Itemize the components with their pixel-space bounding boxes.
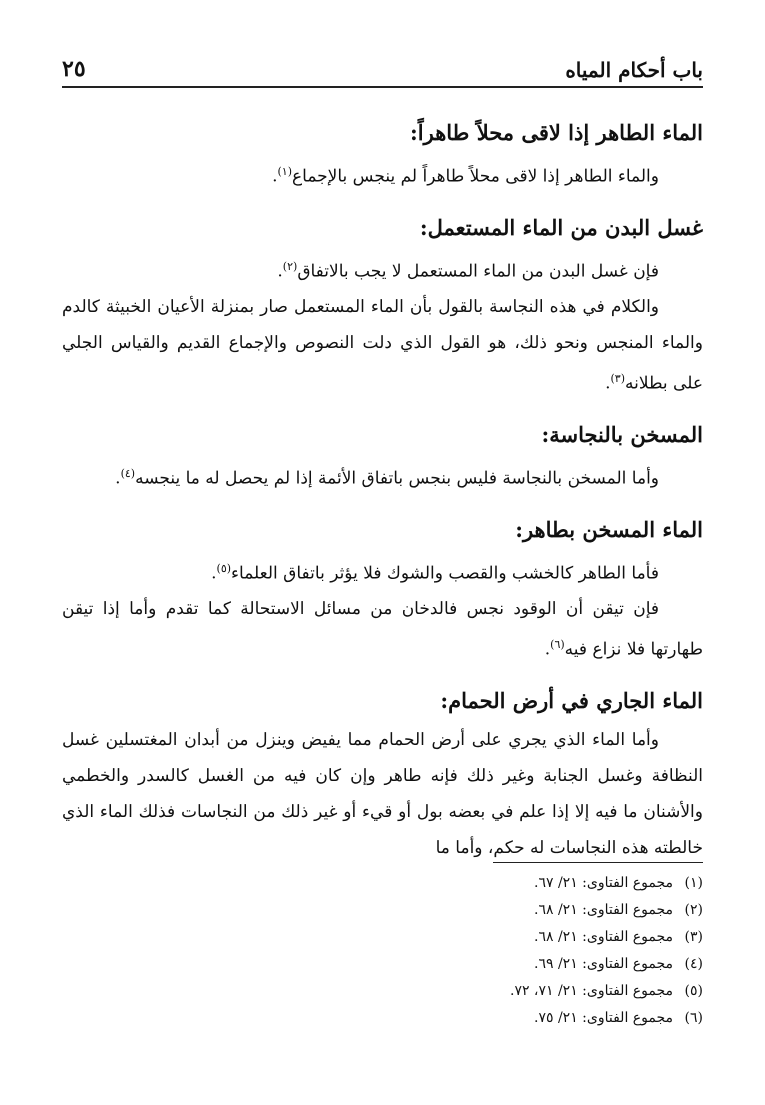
footnote-marker: (٤) (120, 466, 136, 480)
section-title: غسل البدن من الماء المستعمل: (419, 214, 703, 240)
paragraph: فإن غسل البدن من الماء المستعمل لا يجب بالاتفاق$^{(٢)}$. (277, 259, 659, 282)
footnote: (٦)مجموع الفتاوى: ٢١/ ٧٥. (534, 1010, 703, 1026)
footnote-divider (493, 862, 703, 863)
section (62, 420, 703, 497)
page-number: ٢٥ (62, 56, 86, 82)
footnote: (٤)مجموع الفتاوى: ٢١/ ٦٩. (534, 956, 703, 972)
header-divider (62, 86, 703, 88)
footnote-marker: (٢) (282, 259, 298, 273)
section-title: الماء الجاري في أرض الحمام: (440, 687, 703, 713)
paragraph: وأما الماء الذي يجري على أرض الحمام مما يفيض وينزل من أبدان المغتسلين غسل النظافة وغسل الجنابة وغير ذلك فإنه طاهر وإن كان فيه من الغسل كالسدر والخطمي والأشنان ما فيه إلا إذا علم في بعضه بول أو قيء أو غير ذلك من النجاسات فذلك الماء الذي خالطته هذه النجاسات له حكم، وأما ما (62, 729, 703, 858)
section (62, 686, 703, 866)
footnote-marker: (٣) (610, 372, 625, 386)
section (62, 118, 703, 195)
paragraph: وأما المسخن بالنجاسة فليس بنجس باتفاق الأئمة إذا لم يحصل له ما ينجسه$^{(٤)}$. (115, 466, 659, 489)
footnote-marker: (٦) (550, 638, 565, 652)
footnote: (٣)مجموع الفتاوى: ٢١/ ٦٨. (534, 929, 703, 945)
section (62, 515, 703, 668)
running-header (62, 42, 703, 82)
footnote-marker: (١) (277, 165, 292, 178)
paragraph: فأما الطاهر كالخشب والقصب والشوك فلا يؤثر باتفاق العلماء$^{(٥)}$. (211, 561, 659, 584)
footnote-marker: (٥) (216, 561, 232, 575)
section-title: المسخن بالنجاسة: (541, 421, 703, 447)
running-title: باب أحكام المياه (565, 58, 703, 82)
footnotes (300, 870, 703, 1032)
footnote: (١)مجموع الفتاوى: ٢١/ ٦٧. (534, 875, 703, 891)
footnote: (٢)مجموع الفتاوى: ٢١/ ٦٨. (534, 902, 703, 918)
section (62, 213, 703, 402)
section-title: الماء المسخن بطاهر: (515, 516, 703, 542)
section-title: الماء الطاهر إذا لاقى محلاً طاهراً: (410, 120, 703, 145)
main-text (62, 100, 703, 866)
paragraph: فإن تيقن أن الوقود نجس فالدخان من مسائل الاستحالة كما تقدم وأما إذا تيقن طهارتها فلا نزاع فيه$^{(٦)}$. (62, 599, 703, 660)
footnote: (٥)مجموع الفتاوى: ٢١/ ٧١، ٧٢. (509, 983, 703, 999)
paragraph: والماء الطاهر إذا لاقى محلاً طاهراً لم ينجس بالإجماع$^{(١)}$. (272, 165, 659, 187)
paragraph: والكلام في هذه النجاسة بالقول بأن الماء المستعمل صار بمنزلة الأعيان الخبيثة كالدم والماء المنجس ونحو ذلك، هو القول الذي دلت النصوص والإجماع القديم والقياس الجلي على بطلانه$^{(٣)}$. (62, 297, 703, 394)
